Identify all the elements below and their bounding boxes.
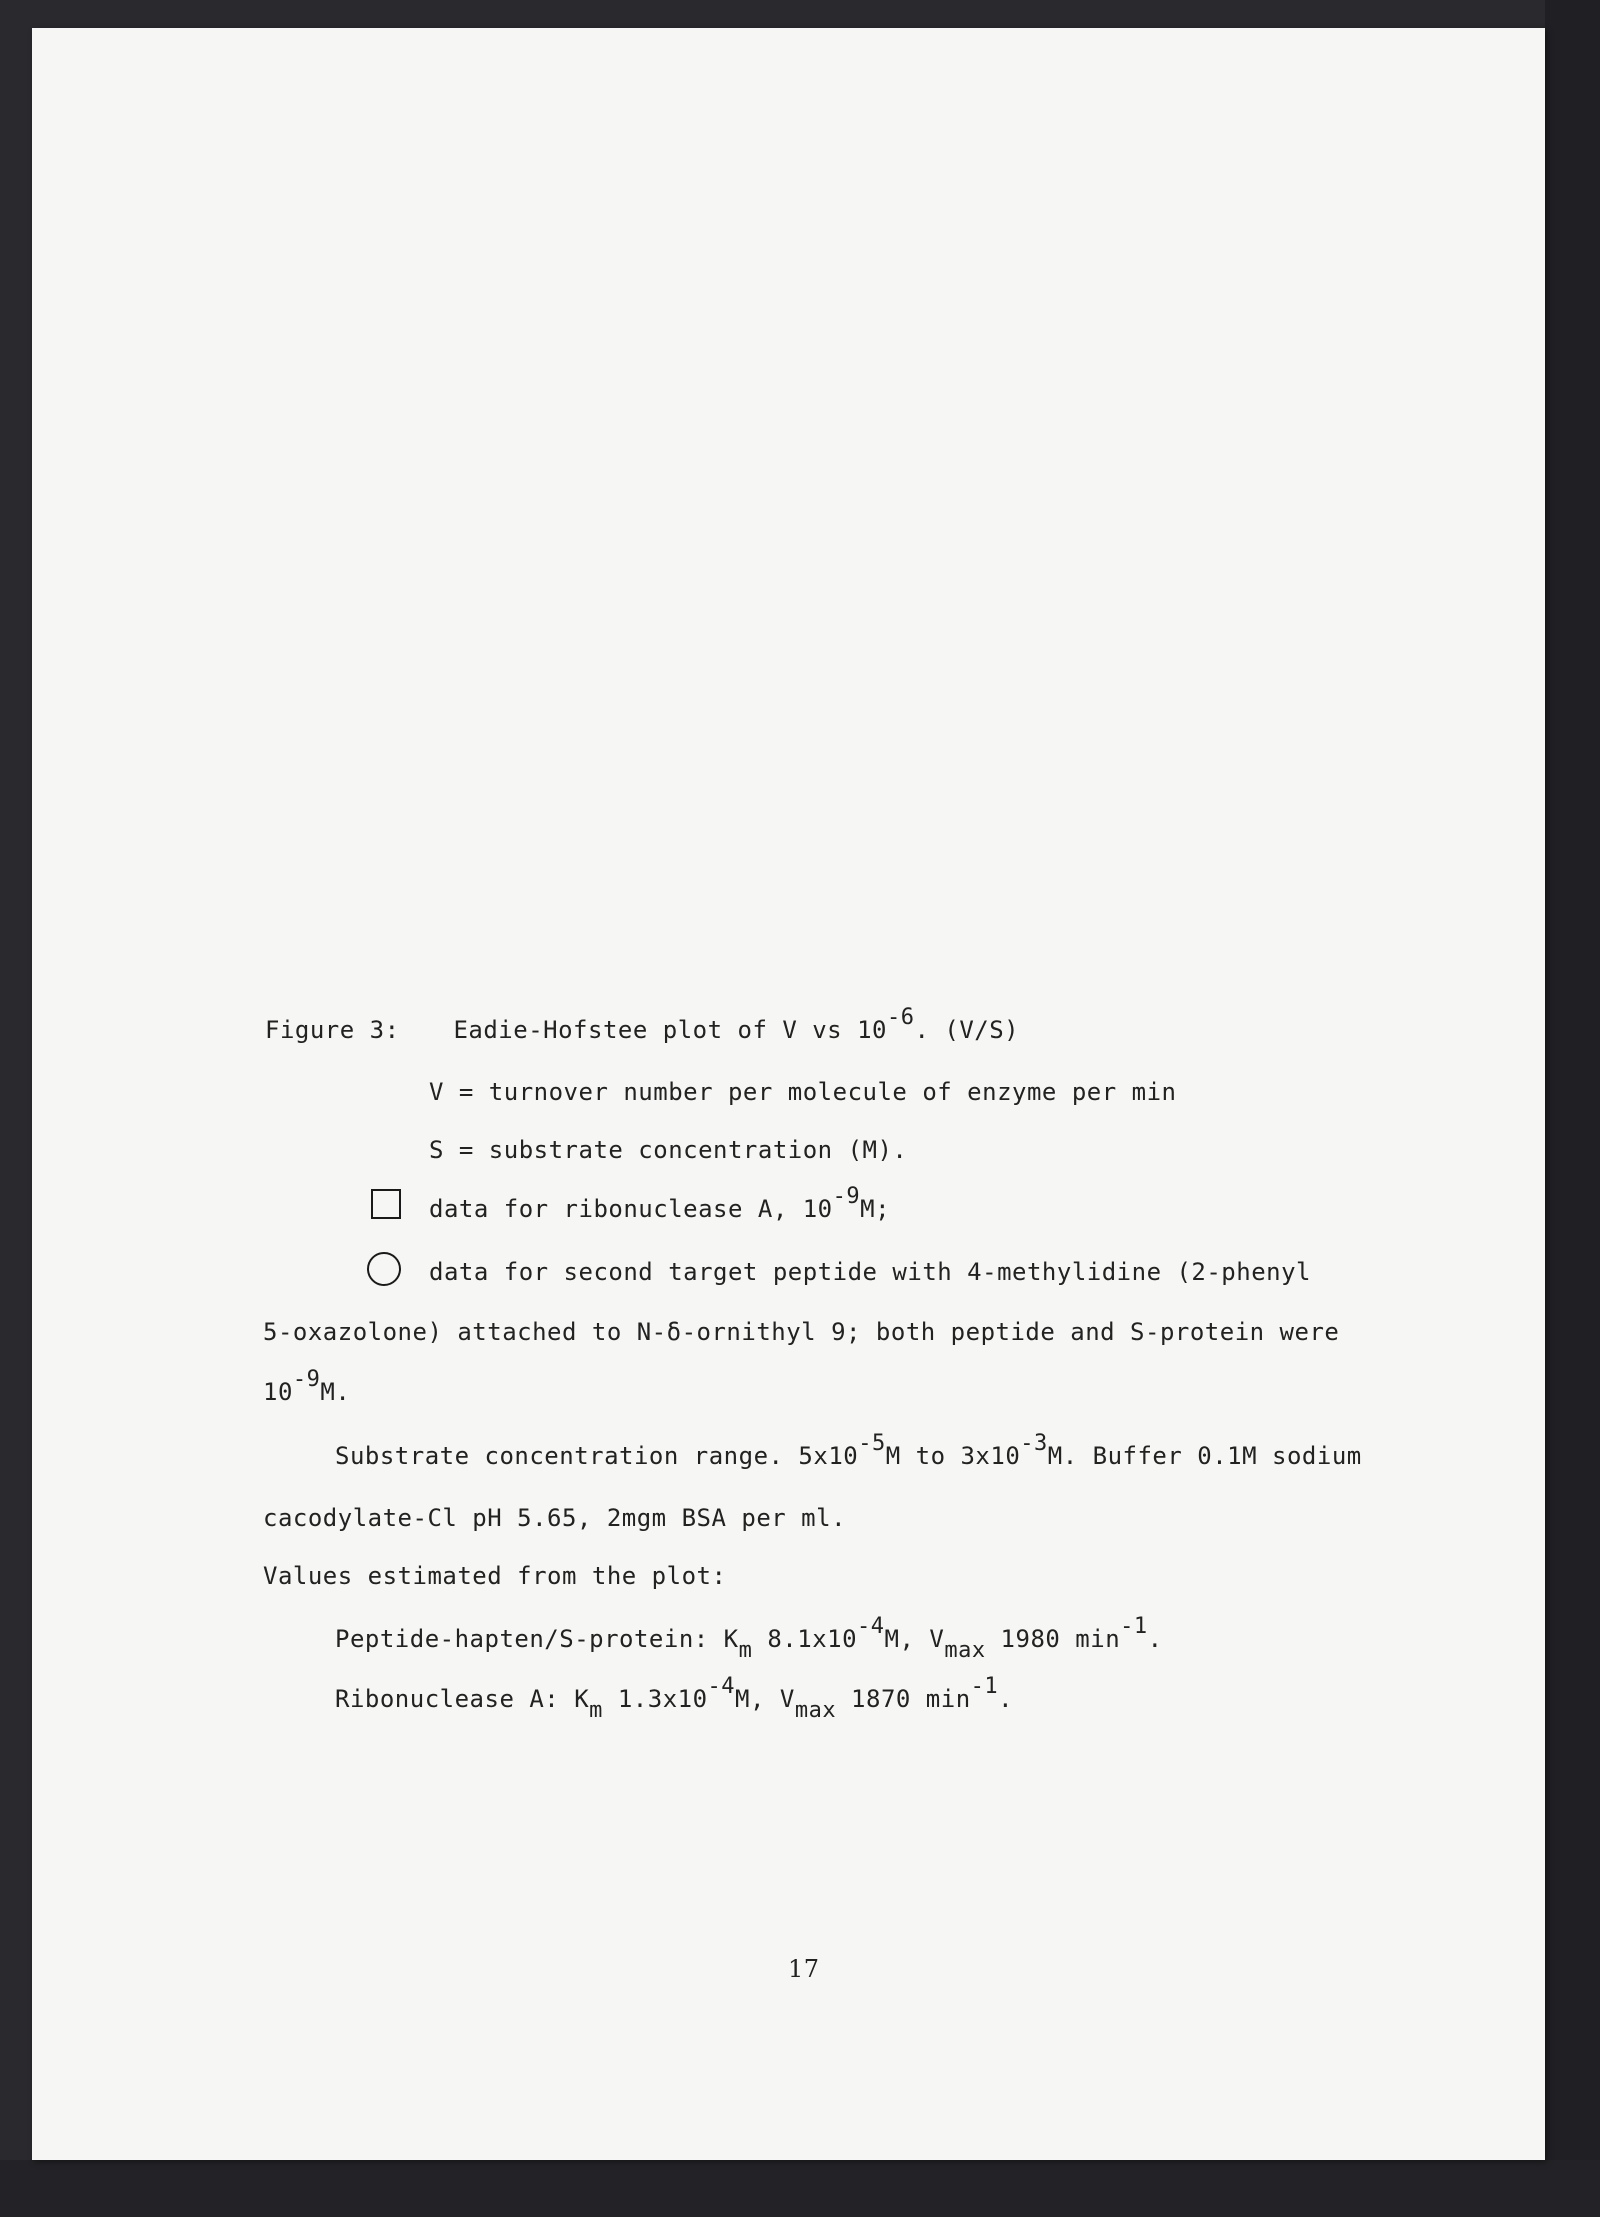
document-page xyxy=(32,28,1545,2160)
legend-circle-line3: 10-9M. xyxy=(263,1367,351,1406)
estimate-ribonuclease: Ribonuclease A: Km 1.3x10-4M, Vmax 1870 min-1. xyxy=(335,1674,1014,1723)
circle-symbol-icon xyxy=(367,1252,401,1286)
figure-caption-title: Figure 3: Eadie-Hofstee plot of V vs 10-6. (V/S) xyxy=(265,1005,1020,1044)
page-number: 17 xyxy=(788,1955,820,1983)
scan-backdrop-bottom xyxy=(0,2160,1600,2217)
v-definition: V = turnover number per molecule of enzyme per min xyxy=(429,1078,1177,1106)
estimate-peptide: Peptide-hapten/S-protein: Km 8.1x10-4M, Vmax 1980 min-1. xyxy=(335,1614,1163,1663)
estimates-heading: Values estimated from the plot: xyxy=(263,1562,727,1590)
legend-square-text: data for ribonuclease A, 10-9M; xyxy=(429,1184,891,1223)
legend-circle-line1: data for second target peptide with 4-methylidine (2-phenyl xyxy=(429,1258,1312,1286)
square-symbol-icon xyxy=(371,1189,401,1219)
conditions-line1: Substrate concentration range. 5x10-5M to 3x10-3M. Buffer 0.1M sodium xyxy=(335,1431,1362,1470)
legend-circle-line2: 5-oxazolone) attached to N-δ-ornithyl 9; both peptide and S-protein were xyxy=(263,1318,1340,1346)
figure-label: Figure 3: xyxy=(265,1016,400,1044)
conditions-line2: cacodylate-Cl pH 5.65, 2mgm BSA per ml. xyxy=(263,1504,847,1532)
s-definition: S = substrate concentration (M). xyxy=(429,1136,908,1164)
scan-backdrop-right xyxy=(1545,0,1600,2217)
